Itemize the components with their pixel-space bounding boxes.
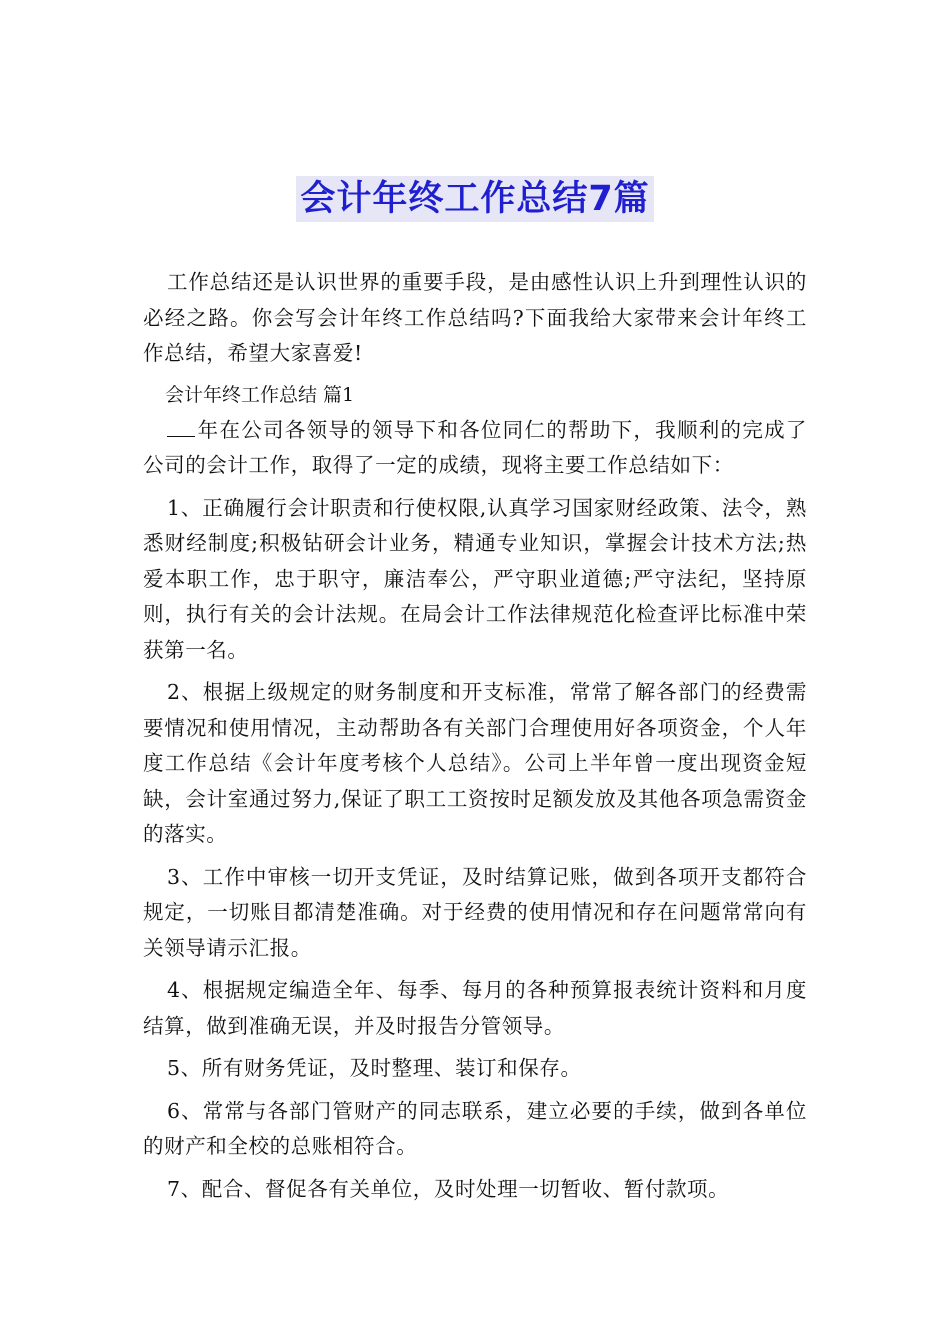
list-item-7: 7、配合、督促各有关单位，及时处理一切暂收、暂付款项。 <box>167 1176 730 1201</box>
opening-paragraph <box>143 413 807 484</box>
opening-text: 年在公司各领导的领导下和各位同仁的帮助下，我顺利的完成了公司的会计工作，取得了一定的成绩，现将主要工作总结如下： <box>143 417 807 477</box>
list-item-3: 3、工作中审核一切开支凭证，及时结算记账，做到各项开支都符合规定，一切账目都清楚准确。对于经费的使用情况和存在问题常常向有关领导请示汇报。 <box>143 864 807 960</box>
document-body <box>143 265 807 1207</box>
document-title: 会计年终工作总结7篇 <box>296 176 653 222</box>
list-item-5: 5、所有财务凭证，及时整理、装订和保存。 <box>167 1056 582 1080</box>
list-item-1: 1、正确履行会计职责和行使权限,认真学习国家财经政策、法令，熟悉财经制度;积极钻研会计业务，精通专业知识，掌握会计技术方法;热爱本职工作，忠于职守，廉洁奉公，严守职业道德;严守法纪，坚持原则，执行有关的会计法规。在局会计工作法律规范化检查评比标准中荣获第一名。 <box>143 495 807 662</box>
title-container <box>0 176 950 222</box>
section-heading: 会计年终工作总结 篇1 <box>165 383 355 406</box>
list-item-6: 6、常常与各部门管财产的同志联系，建立必要的手续，做到各单位的财产和全校的总账相符合。 <box>143 1098 807 1158</box>
list-item-4: 4、根据规定编造全年、每季、每月的各种预算报表统计资料和月度结算，做到准确无误，并及时报告分管领导。 <box>143 978 807 1038</box>
intro-paragraph: 工作总结还是认识世界的重要手段，是由感性认识上升到理性认识的必经之路。你会写会计年终工作总结吗?下面我给大家带来会计年终工作总结，希望大家喜爱! <box>143 270 807 365</box>
blank-underline <box>167 418 195 437</box>
list-item-2: 2、根据上级规定的财务制度和开支标准，常常了解各部门的经费需要情况和使用情况，主动帮助各有关部门合理使用好各项资金，个人年度工作总结《会计年度考核个人总结》。公司上半年曾一度出现资金短缺，会计室通过努力,保证了职工工资按时足额发放及其他各项急需资金的落实。 <box>143 680 807 846</box>
